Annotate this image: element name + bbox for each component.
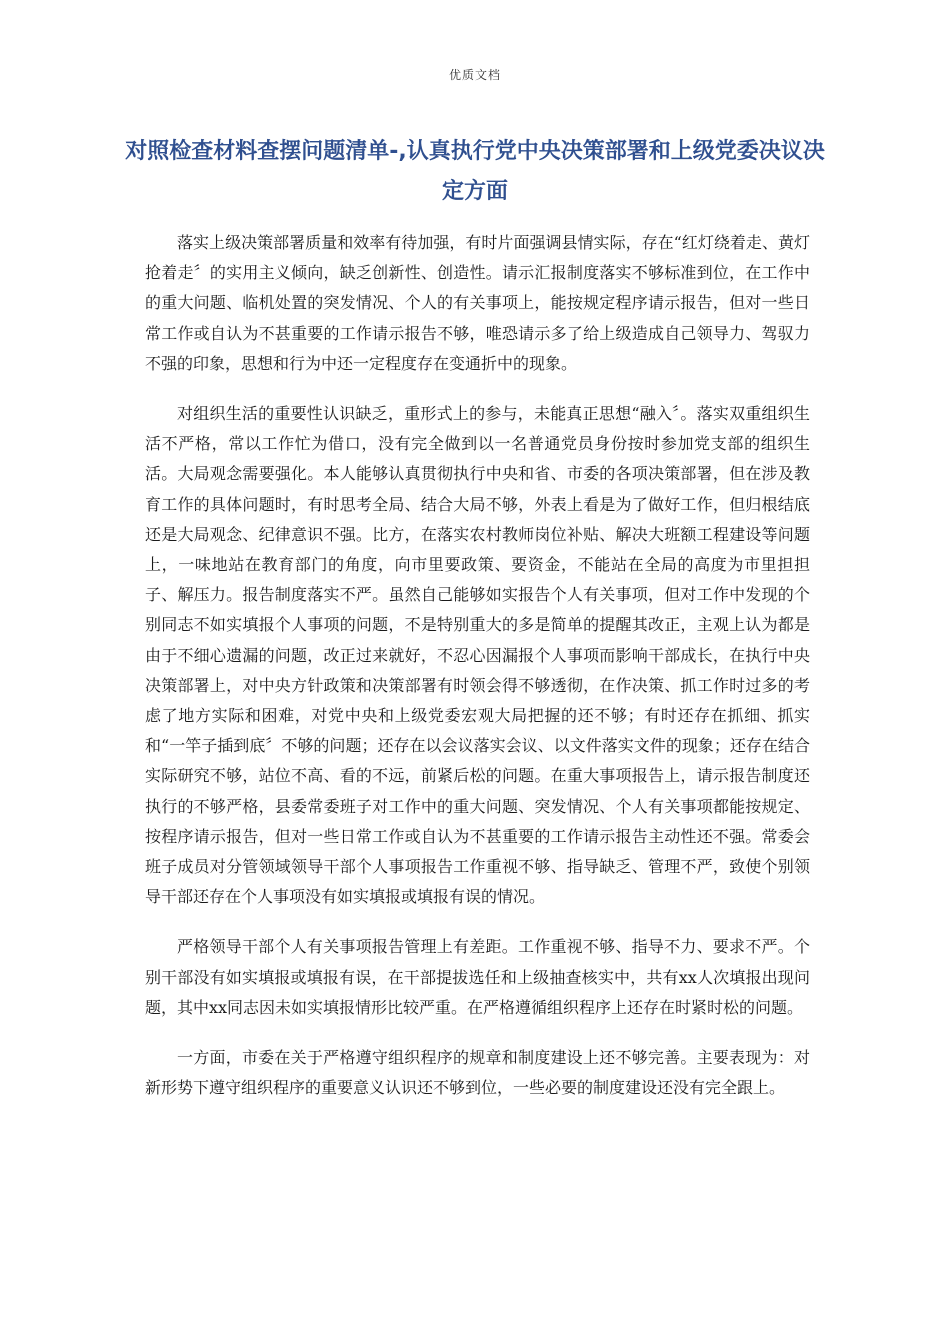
document-title: 对照检查材料查摆问题清单-,认真执行党中央决策部署和上级党委决议决定方面 <box>125 139 825 204</box>
page-header: 优质文档 <box>448 68 501 82</box>
document-body <box>145 228 810 1123</box>
paragraph-3: 严格领导干部个人有关事项报告管理上有差距。工作重视不够、指导不力、要求不严。个别干部没有如实填报或填报有误，在干部提拔选任和上级抽查核实中，共有xx人次填报出现问题，其中xx同志因未如实填报情形比较严重。在严格遵循组织程序上还存在时紧时松的问题。 <box>145 937 810 1017</box>
paragraph-2: 对组织生活的重要性认识缺乏，重形式上的参与，未能真正思想“融入〞。落实双重组织生活不严格，常以工作忙为借口，没有完全做到以一名普通党员身份按时参加党支部的组织生活。大局观念需要强化。本人能够认真贯彻执行中央和省、市委的各项决策部署，但在涉及教育工作的具体问题时，有时思考全局、结合大局不够，外表上看是为了做好工作，但归根结底还是大局观念、纪律意识不强。比方，在落实农村教师岗位补贴、解决大班额工程建设等问题上，一味地站在教育部门的角度，向市里要政策、要资金，不能站在全局的高度为市里担担子、解压力。报告制度落实不严。虽然自己能够如实报告个人有关事项，但对工作中发现的个别同志不如实填报个人事项的问题，不是特别重大的多是简单的提醒其改正，主观上认为都是由于不细心遗漏的问题，改正过来就好，不忍心因漏报个人事项而影响干部成长，在执行中央决策部署上，对中央方针政策和决策部署有时领会得不够透彻，在作决策、抓工作时过多的考虑了地方实际和困难，对党中央和上级党委宏观大局把握的还不够；有时还存在抓细、抓实和“一竿子插到底〞不够的问题；还存在以会议落实会议、以文件落实文件的现象；还存在结合实际研究不够，站位不高、看的不远，前紧后松的问题。在重大事项报告上，请示报告制度还执行的不够严格，县委常委班子对工作中的重大问题、突发情况、个人有关事项都能按规定、按程序请示报告，但对一些日常工作或自认为不甚重要的工作请示报告主动性还不强。常委会班子成员对分管领域领导干部个人事项报告工作重视不够、指导缺乏、管理不严，致使个别领导干部还存在个人事项没有如实填报或填报有误的情况。 <box>145 404 810 907</box>
paragraph-4: 一方面，市委在关于严格遵守组织程序的规章和制度建设上还不够完善。主要表现为：对新形势下遵守组织程序的重要意义认识还不够到位，一些必要的制度建设还没有完全跟上。 <box>145 1048 810 1098</box>
paragraph-1: 落实上级决策部署质量和效率有待加强，有时片面强调县情实际，存在“红灯绕着走、黄灯抢着走〞的实用主义倾向，缺乏创新性、创造性。请示汇报制度落实不够标准到位，在工作中的重大问题、临机处置的突发情况、个人的有关事项上，能按规定程序请示报告，但对一些日常工作或自认为不甚重要的工作请示报告不够，唯恐请示多了给上级造成自己领导力、驾驭力不强的印象，思想和行为中还一定程度存在变通折中的现象。 <box>145 233 810 373</box>
